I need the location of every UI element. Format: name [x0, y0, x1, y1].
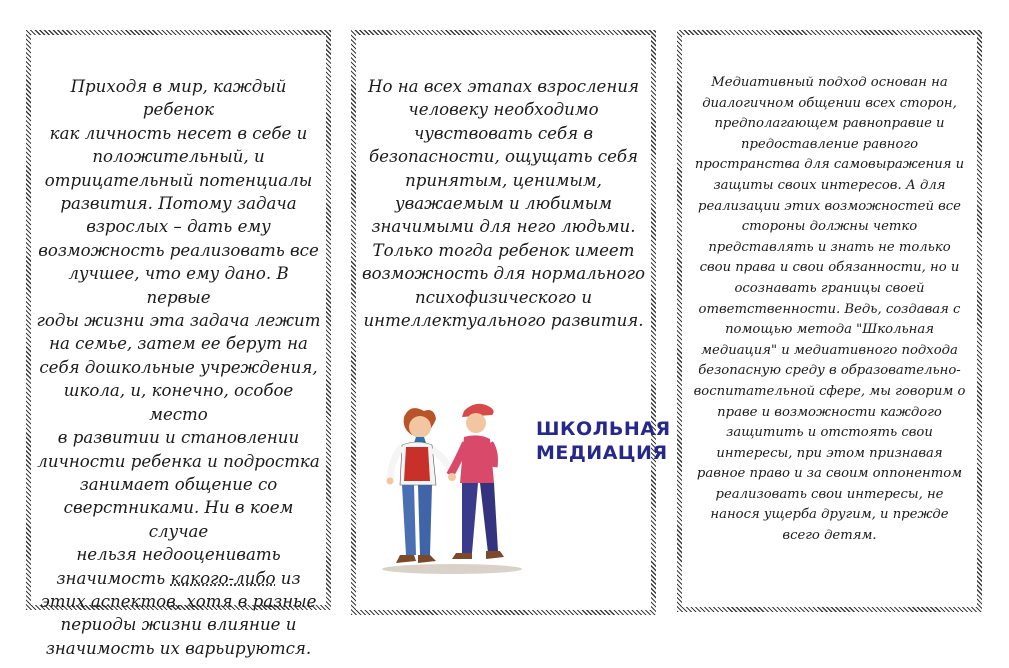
text-line: осознавать границы своей: [734, 280, 925, 296]
left-panel-text: [35, 75, 322, 660]
spellcheck-word: какого-либо: [170, 568, 276, 588]
school-mediation-logo: [536, 417, 671, 465]
text-line: психофизического и: [414, 287, 593, 307]
text-line: на семье, затем ее берут на: [49, 334, 308, 354]
text-line: свои права и свои обязанности, но и: [699, 260, 960, 276]
text-line: лучшее, что ему дано. В первые: [68, 264, 289, 307]
right-panel-text: [688, 73, 971, 547]
text-line: годы жизни эта задача лежит: [36, 311, 321, 331]
handshake-illustration: [372, 397, 532, 577]
text-line: принятым, ценимым,: [405, 170, 602, 190]
text-line: сверстниками. Ни в коем случае: [63, 498, 294, 541]
text-fragment: из: [275, 568, 301, 588]
text-line: себя дошкольные учреждения,: [39, 357, 318, 377]
text-line: Медиативный подход основан на: [711, 75, 948, 90]
text-line: праве и возможности каждого: [717, 404, 942, 420]
brochure-panel-middle: [351, 30, 671, 615]
text-line: возможность реализовать все: [38, 240, 319, 260]
text-line: уважаемым и любимым: [394, 194, 613, 214]
text-line: периоды жизни влияние и: [60, 615, 297, 635]
text-line: предполагающем равноправие и: [714, 116, 945, 132]
text-line: личности ребенка и подростка: [37, 451, 320, 471]
text-line: школа, и, конечно, особое место: [63, 381, 294, 424]
text-line: Но на всех этапах взросления: [368, 77, 639, 96]
text-line: интересы, при этом признавая: [716, 445, 943, 461]
text-line: положительный, и: [92, 147, 265, 167]
text-line: нанося ущерба другим, и прежде: [710, 507, 949, 523]
text-line: воспитательной сфере, мы говорим о: [693, 383, 966, 399]
text-line: безопасную среду в образовательно-: [698, 363, 961, 379]
text-line: [35, 567, 322, 590]
text-line: всего детям.: [782, 528, 877, 544]
text-line: чувствовать себя в: [413, 123, 594, 143]
text-line: представлять и знать не только: [708, 239, 951, 255]
brochure-panel-right: [677, 30, 982, 612]
text-line: возможность для нормального: [361, 264, 645, 284]
text-line: человеку необходимо: [408, 100, 599, 120]
text-line: интеллектуального развития.: [363, 311, 644, 331]
text-line: защитить и отстоять свои: [726, 425, 933, 441]
text-line: ответственности. Ведь, создавая с: [698, 301, 961, 317]
text-line: в развитии и становлении: [57, 428, 300, 448]
text-line: этих аспектов, хотя в разные: [40, 591, 317, 611]
text-line: пространства для самовыражения и: [694, 157, 965, 173]
text-line: Только тогда ребенок имеет: [372, 240, 635, 260]
text-line: нельзя недооценивать: [76, 545, 281, 565]
text-line: медиация" и медиативного подхода: [701, 342, 958, 358]
text-line: развития. Потому задача: [60, 194, 297, 214]
text-line: защиты своих интересов. А для: [713, 177, 946, 193]
text-line: взрослых – дать ему: [86, 217, 271, 237]
text-line: равное право и за своим оппонентом: [696, 466, 963, 482]
text-line: отрицательный потенциалы: [44, 170, 313, 190]
logo-line: ШКОЛЬНАЯ: [536, 418, 671, 440]
text-line: помощью метода "Школьная: [725, 322, 934, 338]
text-line: безопасности, ощущать себя: [368, 147, 639, 167]
text-line: занимает общение со: [79, 474, 278, 494]
text-line: Приходя в мир, каждый ребенок: [70, 77, 287, 120]
text-line: как личность несет в себе и: [49, 123, 308, 143]
text-line: стороны должны четко: [741, 219, 918, 235]
text-line: реализации этих возможностей все: [698, 198, 961, 214]
text-line: реализовать свои интересы, не: [715, 486, 944, 502]
text-fragment: значимость: [56, 568, 171, 588]
text-line: предоставление равного: [740, 136, 919, 152]
brochure-panel-left: [26, 30, 331, 658]
logo-line: МЕДИАЦИЯ: [536, 442, 668, 464]
text-line: диалогичном общении всех сторон,: [702, 95, 957, 111]
text-line: значимость их варьируются.: [45, 638, 312, 658]
middle-panel-text: [360, 75, 647, 332]
text-line: значимыми для него людьми.: [371, 217, 636, 237]
